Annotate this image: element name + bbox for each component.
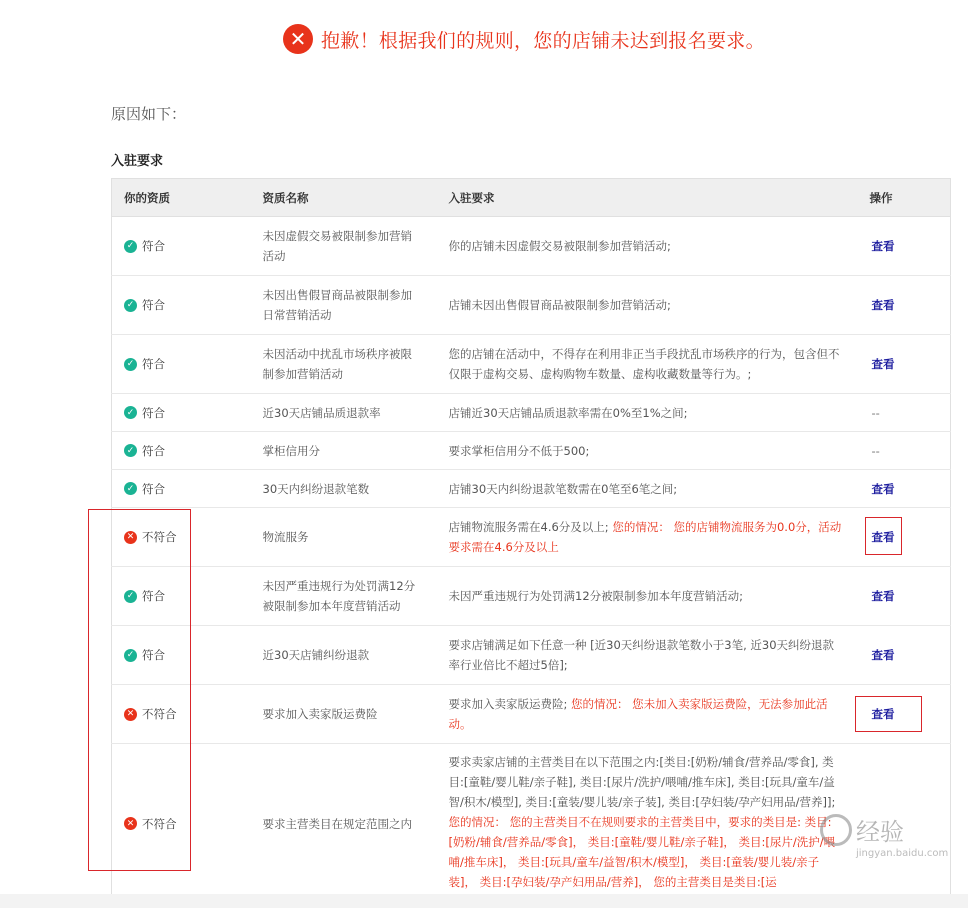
table-row bbox=[112, 335, 951, 394]
status-text: 符合 bbox=[142, 648, 165, 662]
requirement-text: 未因严重违规行为处罚满12分被限制参加本年度营销活动; bbox=[448, 589, 744, 603]
status-badge bbox=[124, 403, 251, 423]
requirement-text: 要求加入卖家版运费险; bbox=[448, 697, 568, 711]
requirements-table bbox=[111, 178, 951, 904]
table-row bbox=[112, 470, 951, 508]
requirement-text: 您的店铺在活动中，不得存在利用非正当手段扰乱市场秩序的行为，包含但不仅限于虚构交易、虚构购物车数量、虚构收藏数量等行为。; bbox=[448, 347, 840, 381]
error-circle-icon: ✕ bbox=[124, 708, 137, 721]
qualification-name: 未因活动中扰乱市场秩序被限制参加营销活动 bbox=[251, 335, 437, 394]
header-name: 资质名称 bbox=[251, 179, 437, 217]
requirement-cell bbox=[437, 626, 858, 685]
qualification-name: 未因严重违规行为处罚满12分被限制参加本年度营销活动 bbox=[251, 567, 437, 626]
status-cell bbox=[112, 508, 251, 567]
qualification-name: 要求加入卖家版运费险 bbox=[251, 685, 437, 744]
status-badge bbox=[124, 295, 251, 315]
your-situation-text: 您的情况： 您的店铺物流服务为0.0分，活动要求需在4.6分及以上 bbox=[448, 520, 842, 554]
status-cell bbox=[112, 626, 251, 685]
status-cell bbox=[112, 335, 251, 394]
status-text: 符合 bbox=[142, 405, 165, 420]
requirement-text: 你的店铺未因虚假交易被限制参加营销活动; bbox=[448, 239, 671, 253]
status-text: 不符合 bbox=[142, 816, 177, 831]
status-badge bbox=[124, 645, 251, 665]
requirement-text: 店铺未因出售假冒商品被限制参加营销活动; bbox=[448, 298, 671, 312]
table-row bbox=[112, 508, 951, 567]
status-badge bbox=[124, 441, 251, 461]
requirement-text: 店铺物流服务需在4.6分及以上; bbox=[448, 520, 609, 534]
view-link[interactable]: 查看 bbox=[871, 707, 895, 721]
no-action: -- bbox=[871, 405, 880, 420]
qualification-name: 未因虚假交易被限制参加营销活动 bbox=[251, 217, 437, 276]
requirement-cell bbox=[437, 394, 858, 432]
check-circle-icon: ✓ bbox=[124, 358, 137, 371]
action-cell bbox=[858, 508, 951, 567]
qualification-name: 近30天店铺纠纷退款 bbox=[251, 626, 437, 685]
status-text: 不符合 bbox=[142, 707, 177, 721]
status-text: 符合 bbox=[142, 298, 165, 312]
action-cell bbox=[858, 276, 951, 335]
check-circle-icon: ✓ bbox=[124, 649, 137, 662]
table-row bbox=[112, 567, 951, 626]
error-circle-icon: ✕ bbox=[124, 817, 137, 830]
table-row bbox=[112, 217, 951, 276]
view-link[interactable]: 查看 bbox=[871, 648, 895, 662]
no-action: -- bbox=[871, 443, 880, 458]
your-situation-text: 您的情况： 您未加入卖家版运费险，无法参加此活动。 bbox=[448, 697, 828, 731]
qualification-name: 未因出售假冒商品被限制参加日常营销活动 bbox=[251, 276, 437, 335]
check-circle-icon: ✓ bbox=[124, 444, 137, 457]
qualification-name: 掌柜信用分 bbox=[251, 432, 437, 470]
action-cell bbox=[858, 335, 951, 394]
table-row bbox=[112, 276, 951, 335]
status-badge bbox=[124, 236, 251, 256]
view-link[interactable]: 查看 bbox=[871, 589, 895, 603]
watermark-text: 经验 bbox=[856, 818, 904, 846]
view-link[interactable]: 查看 bbox=[871, 481, 895, 496]
status-cell bbox=[112, 567, 251, 626]
check-circle-icon: ✓ bbox=[124, 590, 137, 603]
view-link[interactable]: 查看 bbox=[871, 530, 895, 544]
table-row bbox=[112, 432, 951, 470]
action-cell bbox=[858, 470, 951, 508]
action-cell bbox=[858, 394, 951, 432]
qualification-name: 物流服务 bbox=[251, 508, 437, 567]
qualification-name: 近30天店铺品质退款率 bbox=[251, 394, 437, 432]
header-requirement: 入驻要求 bbox=[437, 179, 858, 217]
status-cell bbox=[112, 470, 251, 508]
table-row bbox=[112, 685, 951, 744]
requirement-cell bbox=[437, 432, 858, 470]
action-cell bbox=[858, 567, 951, 626]
status-badge bbox=[124, 354, 251, 374]
status-cell bbox=[112, 744, 251, 904]
section-title: 入驻要求 bbox=[111, 154, 164, 169]
status-cell bbox=[112, 394, 251, 432]
requirement-cell bbox=[437, 508, 858, 567]
view-link[interactable]: 查看 bbox=[871, 298, 895, 312]
your-situation-text: 您的情况： 您的主营类目不在规则要求的主营类目中，要求的类目是: 类目:[奶粉/辅食/营养品/零食]， 类目:[童鞋/婴儿鞋/亲子鞋]， 类目:[尿片/洗护/喂哺/推车床]， 类目:[玩具/童车/益智/积木/模型]， 类目:[童装/婴儿装/亲子装]， 类目:[孕妇装/孕产妇用品/营养]， 您的主营类目是类目:[运 bbox=[448, 815, 836, 889]
qualification-name: 要求主营类目在规定范围之内 bbox=[251, 744, 437, 904]
check-circle-icon: ✓ bbox=[124, 406, 137, 419]
requirement-text: 要求掌柜信用分不低于500; bbox=[448, 443, 590, 458]
status-text: 不符合 bbox=[142, 530, 177, 544]
requirement-cell bbox=[437, 744, 858, 904]
watermark bbox=[820, 812, 904, 847]
view-link[interactable]: 查看 bbox=[871, 239, 895, 253]
qualification-name: 30天内纠纷退款笔数 bbox=[251, 470, 437, 508]
table-row bbox=[112, 394, 951, 432]
status-cell bbox=[112, 217, 251, 276]
requirement-text: 要求店铺满足如下任意一种 [近30天纠纷退款笔数小于3笔, 近30天纠纷退款率行业倍比不超过5倍]; bbox=[448, 638, 835, 672]
action-cell bbox=[858, 217, 951, 276]
table-header-row bbox=[112, 179, 951, 217]
requirement-cell bbox=[437, 567, 858, 626]
horizontal-scrollbar[interactable] bbox=[0, 894, 968, 908]
status-cell bbox=[112, 432, 251, 470]
action-cell bbox=[858, 685, 951, 744]
requirement-cell bbox=[437, 335, 858, 394]
error-circle-icon: ✕ bbox=[124, 531, 137, 544]
status-text: 符合 bbox=[142, 589, 165, 603]
status-badge bbox=[124, 704, 251, 724]
header-qualification: 你的资质 bbox=[112, 179, 251, 217]
table-row bbox=[112, 626, 951, 685]
check-circle-icon: ✓ bbox=[124, 240, 137, 253]
banner-text: 抱歉！根据我们的规则，您的店铺未达到报名要求。 bbox=[321, 29, 765, 52]
status-text: 符合 bbox=[142, 443, 165, 458]
requirement-cell bbox=[437, 470, 858, 508]
requirement-cell bbox=[437, 685, 858, 744]
requirement-text: 要求卖家店铺的主营类目在以下范围之内:[类目:[奶粉/辅食/营养品/零食], 类目:[童鞋/婴儿鞋/亲子鞋], 类目:[尿片/洗护/喂哺/推车床], 类目:[玩具/童车/益智/积木/模型], 类目:[童装/婴儿装/亲子装], 类目:[孕妇装/孕产妇用品/营养]]; bbox=[448, 755, 836, 809]
close-icon: ✕ bbox=[283, 24, 313, 54]
check-circle-icon: ✓ bbox=[124, 299, 137, 312]
status-text: 符合 bbox=[142, 357, 165, 371]
reason-title: 原因如下： bbox=[111, 105, 187, 123]
paw-icon bbox=[820, 814, 852, 846]
status-text: 符合 bbox=[142, 481, 165, 496]
action-cell bbox=[858, 432, 951, 470]
requirement-text: 店铺30天内纠纷退款笔数需在0笔至6笔之间; bbox=[448, 481, 678, 496]
error-banner bbox=[283, 24, 765, 54]
requirement-cell bbox=[437, 217, 858, 276]
check-circle-icon: ✓ bbox=[124, 482, 137, 495]
status-badge bbox=[124, 814, 251, 834]
status-badge bbox=[124, 527, 251, 547]
action-cell bbox=[858, 626, 951, 685]
header-action: 操作 bbox=[858, 179, 951, 217]
requirement-cell bbox=[437, 276, 858, 335]
requirement-text: 店铺近30天店铺品质退款率需在0%至1%之间; bbox=[448, 405, 688, 420]
status-badge bbox=[124, 586, 251, 606]
watermark-sub: jingyan.baidu.com bbox=[856, 848, 949, 859]
status-badge bbox=[124, 479, 251, 499]
status-cell bbox=[112, 685, 251, 744]
view-link[interactable]: 查看 bbox=[871, 357, 895, 371]
status-text: 符合 bbox=[142, 239, 165, 253]
status-cell bbox=[112, 276, 251, 335]
